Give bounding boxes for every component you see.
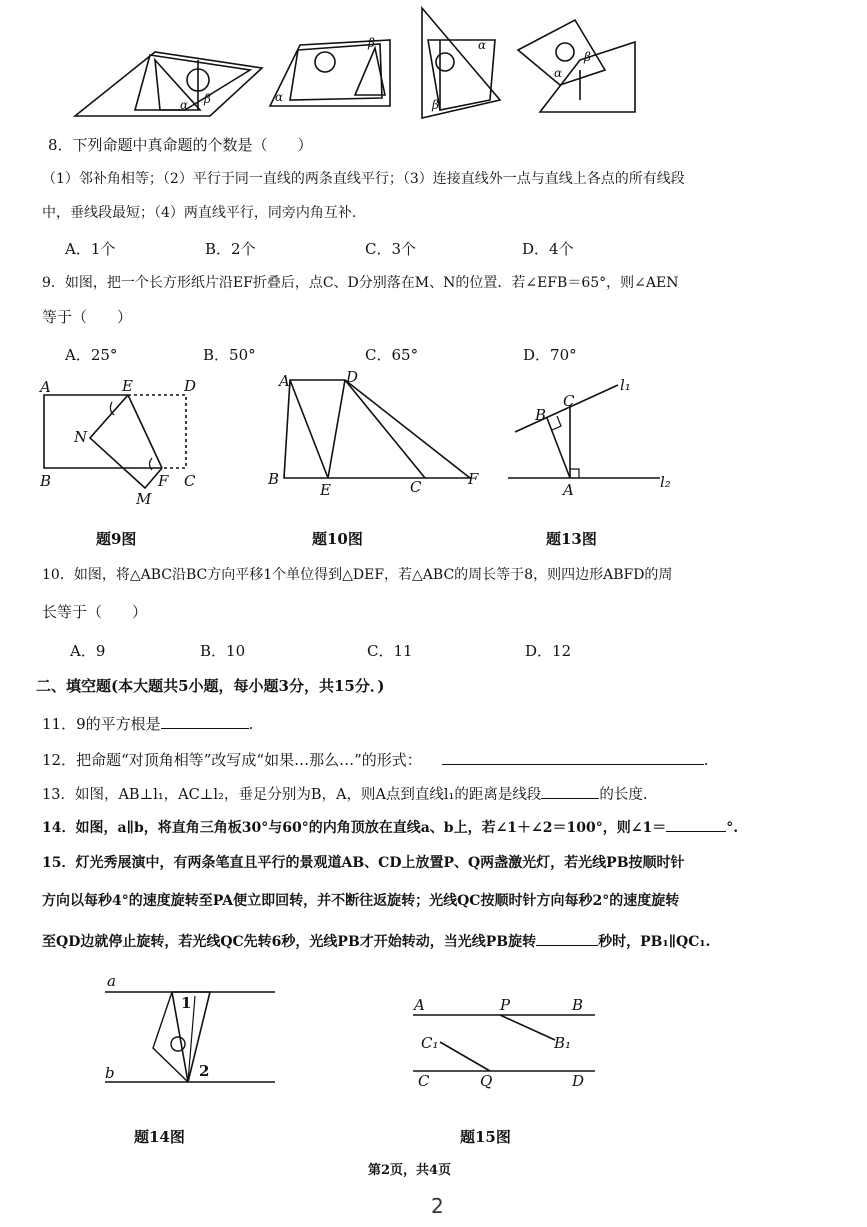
- fig9-label-b: B: [40, 472, 52, 490]
- fig15-label-c: C: [418, 1072, 430, 1090]
- q8-option-b: B．2个: [205, 240, 256, 258]
- fig15-label-q: Q: [480, 1072, 493, 1090]
- q15-line2: 方向以每秒4°的速度旋转至PA便立即回转，并不断往返旋转；光线QC按顺时针方向每秒2°的速度旋转: [42, 893, 680, 909]
- q11-end: .: [248, 715, 254, 733]
- q13-text: 13．如图，AB⊥l₁，AC⊥l₂，垂足分别为B，A，则A点到直线l₁的距离是线段: [42, 787, 542, 803]
- section-2-heading: 二、填空题(本大题共5小题，每小题3分，共15分．): [36, 677, 385, 695]
- fig9-label-f: F: [158, 472, 169, 490]
- fig9-label-e: E: [122, 377, 133, 395]
- fig15-label-a: A: [414, 996, 425, 1014]
- top-fig2-alpha: α: [275, 90, 284, 104]
- top-fig3-beta: β: [432, 98, 439, 112]
- fig14-caption: 题14图: [134, 1128, 185, 1146]
- q8-option-a: A．1个: [65, 240, 116, 258]
- fig15-label-p: P: [500, 996, 511, 1014]
- fig10-caption: 题10图: [312, 530, 363, 548]
- top-fig4-beta: β: [584, 50, 591, 64]
- q8-line1: （1）邻补角相等；（2）平行于同一直线的两条直线平行；（3）连接直线外一点与直线上各点的所有线段: [42, 171, 685, 187]
- fig13-label-b: B: [535, 406, 547, 424]
- q9-option-c: C．65°: [365, 346, 419, 364]
- fig9-label-c: C: [184, 472, 196, 490]
- fig10-label-c: C: [410, 478, 422, 496]
- q9-stem2: 等于（ ）: [42, 308, 133, 326]
- fig15-label-c1: C₁: [421, 1034, 439, 1052]
- q13-end: 的长度.: [599, 787, 648, 803]
- page-number: 2: [431, 1194, 444, 1218]
- top-fig4-alpha: α: [554, 66, 563, 80]
- q9-option-d: D．70°: [523, 346, 577, 364]
- top-fig1-alpha: α: [180, 98, 189, 112]
- fig15-caption: 题15图: [460, 1128, 511, 1146]
- q9-option-b: B．50°: [203, 346, 256, 364]
- fig14-label-1: 1: [181, 994, 192, 1012]
- q15-line1: 15．灯光秀展演中，有两条笔直且平行的景观道AB、CD上放置P、Q两盏激光灯，若光线PB按顺时针: [42, 855, 685, 871]
- q10-option-c: C．11: [367, 642, 413, 660]
- q11-text: 11．9的平方根是: [42, 715, 161, 733]
- top-fig3-alpha: α: [478, 38, 487, 52]
- q10-stem: 10．如图，将△ABC沿BC方向平移1个单位得到△DEF，若△ABC的周长等于8，则四边形ABFD的周: [42, 567, 673, 583]
- fig10-label-b: B: [268, 470, 280, 488]
- fig15-label-b1: B₁: [554, 1034, 572, 1052]
- q10-stem2: 长等于（ ）: [42, 603, 148, 621]
- fig13-caption: 题13图: [546, 530, 597, 548]
- fig9-label-a: A: [40, 378, 51, 396]
- fig15-label-d: D: [572, 1072, 585, 1090]
- fig14-label-b: b: [105, 1064, 115, 1082]
- fig15-label-b: B: [572, 996, 584, 1014]
- q10-option-b: B．10: [200, 642, 246, 660]
- q10-option-a: A．9: [70, 642, 106, 660]
- fig14-label-a: a: [107, 972, 116, 990]
- q12-text: 12．把命题“对顶角相等”改写成“如果…那么…”的形式：: [42, 751, 422, 769]
- fig10-label-e: E: [320, 481, 331, 499]
- q8-option-d: D．4个: [522, 240, 574, 258]
- fig13-label-c: C: [563, 392, 575, 410]
- q14-text: 14．如图，a∥b，将直角三角板30°与60°的内角顶放在直线a、b上，若∠1＋∠2＝100°，则∠1＝: [42, 820, 667, 836]
- q14-end: °.: [726, 820, 739, 836]
- fig13-label-l1: l₁: [620, 376, 631, 394]
- top-fig2-beta: β: [368, 36, 375, 50]
- fig9-label-n: N: [74, 428, 88, 446]
- fig13-label-l2: l₂: [660, 473, 671, 491]
- fig10-label-f: F: [468, 470, 479, 488]
- q8-option-c: C．3个: [365, 240, 417, 258]
- q8-line2: 中，垂线段最短；（4）两直线平行，同旁内角互补.: [42, 205, 357, 221]
- q9-option-a: A．25°: [65, 346, 118, 364]
- fig13-label-a: A: [563, 481, 574, 499]
- q8-stem: 8．下列命题中真命题的个数是（ ）: [48, 136, 313, 154]
- fig9-label-d: D: [184, 377, 197, 395]
- q15-line3-text: 至QD边就停止旋转，若光线QC先转6秒，光线PB才开始转动，当光线PB旋转: [42, 934, 537, 950]
- q9-stem: 9．如图，把一个长方形纸片沿EF折叠后，点C、D分别落在M、N的位置．若∠EFB＝65°，则∠AEN: [42, 275, 679, 291]
- q15-line3-end: 秒时，PB₁∥QC₁.: [598, 934, 711, 950]
- q10-option-d: D．12: [525, 642, 572, 660]
- top-fig1-beta: β: [204, 92, 211, 106]
- fig14-label-2: 2: [199, 1062, 210, 1080]
- q12-end: .: [703, 751, 709, 769]
- page-footer: 第2页，共4页: [368, 1163, 452, 1178]
- fig10-label-d: D: [346, 368, 359, 386]
- fig9-label-m: M: [136, 490, 152, 508]
- fig10-label-a: A: [279, 372, 290, 390]
- fig9-caption: 题9图: [96, 530, 137, 548]
